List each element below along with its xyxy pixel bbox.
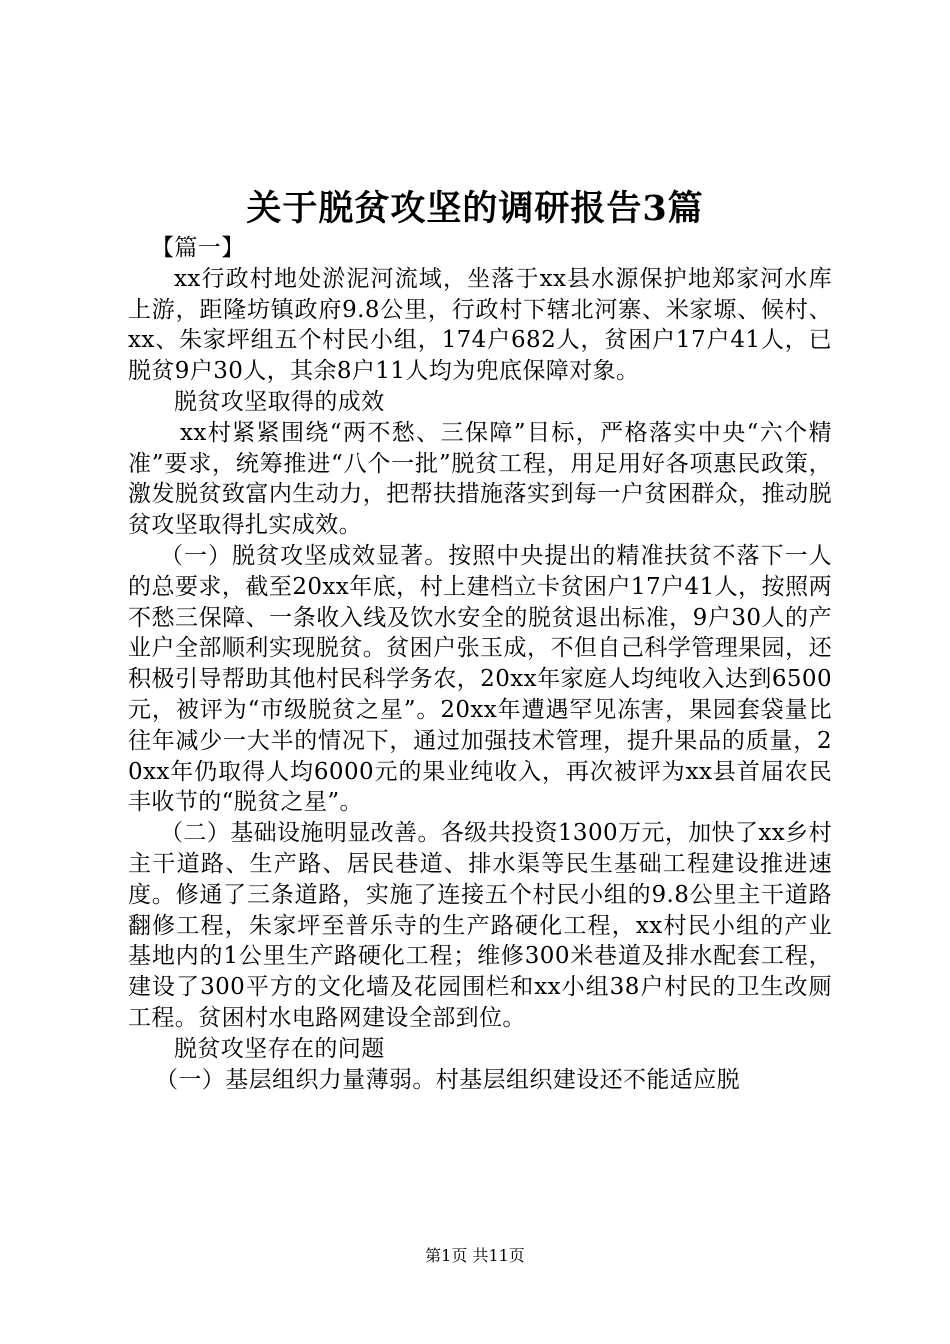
paragraph-village-overview: xx行政村地处淤泥河流域，坐落于xx县水源保护地郑家河水库上游，距隆坊镇政府9.8公里，行政村下辖北河寨、米家塬、候村、xx、朱家坪组五个村民小组，174户682人，贫困户17户41人，已脱贫9户30人，其余8户11人均为兜底保障对象。 [128,265,832,385]
section-heading-part-one: 【篇一】 [151,235,245,261]
document-body [128,233,832,1095]
paragraph-item-poverty-results: （一）脱贫攻坚成效显著。按照中央提出的精准扶贫不落下一人的总要求，截至20xx年底，村上建档立卡贫困户17户41人，按照两不愁三保障、一条收入线及饮水安全的脱贫退出标准，9户30人的产业户全部顺利实现脱贫。贫困户张玉成，不但自己科学管理果园，还积极引导帮助其他村民科学务农，20xx年家庭人均纯收入达到6500元，被评为“市级脱贫之星”。20xx年遭遇罕见冻害，果园套袋量比往年减少一大半的情况下，通过加强技术管理，提升果品的质量，20xx年仍取得人均6000元的果业纯收入，再次被评为xx县首届农民丰收节的“脱贫之星”。 [128,542,832,816]
paragraph-item-grassroots: （一）基层组织力量薄弱。村基层组织建设还不能适应脱 [155,1066,740,1093]
paragraph-item-infrastructure: （二）基础设施明显改善。各级共投资1300万元，加快了xx乡村主干道路、生产路、居民巷道、排水渠等民生基础工程建设推进速度。修通了三条道路，实施了连接五个村民小组的9.8公里主干道路翻修工程，朱家坪至普乐寺的生产路硬化工程，xx村民小组的产业基地内的1公里生产路硬化工程；维修300米巷道及排水配套工程，建设了300平方的文化墙及花园围栏和xx小组38户村民的卫生改厕工程。贫困村水电路网建设全部到位。 [128,820,832,1031]
paragraph-achievements-intro: xx村紧紧围绕“两不愁、三保障”目标，严格落实中央“六个精准”要求，统筹推进“八个一批”脱贫工程，用足用好各项惠民政策，激发脱贫致富内生动力，把帮扶措施落实到每一户贫困群众，推动脱贫攻坚取得扎实成效。 [128,419,832,539]
subheading-achievements: 脱贫攻坚取得的成效 [174,388,385,415]
subheading-problems: 脱贫攻坚存在的问题 [174,1035,385,1062]
page-number-footer: 第1页 共11页 [425,1246,525,1265]
document-title: 关于脱贫攻坚的调研报告3篇 [246,188,704,229]
